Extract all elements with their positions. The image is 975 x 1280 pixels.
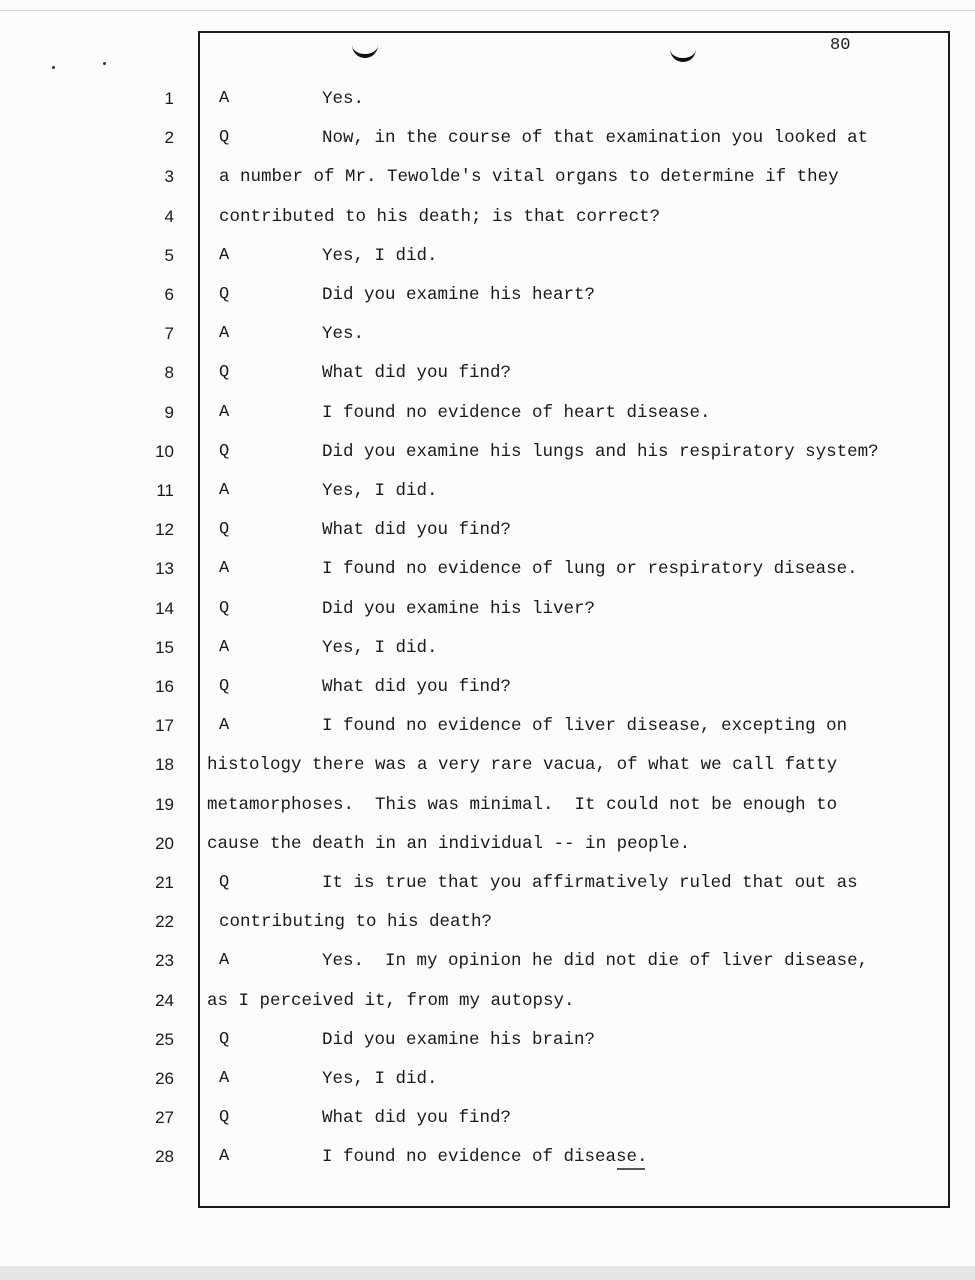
transcript-text: contributing to his death?	[219, 912, 493, 932]
line-number: 3	[164, 167, 174, 186]
transcript-text: What did you find?	[322, 363, 512, 383]
scan-speck	[103, 62, 106, 65]
transcript-text: Yes.	[322, 89, 365, 109]
speaker-label: A	[219, 1069, 230, 1088]
line-number: 21	[155, 873, 174, 892]
speaker-label: Q	[219, 1108, 230, 1127]
transcript-text: Did you examine his liver?	[322, 599, 596, 619]
line-number: 10	[155, 442, 174, 461]
line-number: 22	[155, 912, 174, 931]
line-number: 4	[164, 207, 174, 226]
transcript-text: a number of Mr. Tewolde's vital organs to determine if they	[219, 167, 839, 187]
line-number: 15	[155, 638, 174, 657]
speaker-label: Q	[219, 1030, 230, 1049]
speaker-label: Q	[219, 677, 230, 696]
speaker-label: A	[219, 716, 230, 735]
line-number: 13	[155, 559, 174, 578]
line-number: 11	[156, 481, 174, 500]
line-number: 7	[164, 324, 174, 343]
line-number: 6	[164, 285, 174, 304]
line-number: 16	[155, 677, 174, 696]
line-number: 9	[164, 403, 174, 422]
transcript-text: histology there was a very rare vacua, of what we call fatty	[207, 755, 838, 775]
page-top-edge	[0, 10, 975, 11]
speaker-label: A	[219, 324, 230, 343]
transcript-text: Did you examine his lungs and his respiratory system?	[322, 442, 879, 462]
line-number: 2	[164, 128, 174, 147]
speaker-label: A	[219, 246, 230, 265]
speaker-label: A	[219, 638, 230, 657]
transcript-text: What did you find?	[322, 677, 512, 697]
transcript-text: as I perceived it, from my autopsy.	[207, 991, 575, 1011]
line-number: 20	[155, 834, 174, 853]
line-number: 27	[155, 1108, 174, 1127]
transcript-text: Yes. In my opinion he did not die of liver disease,	[322, 951, 869, 971]
stray-mark	[617, 1168, 645, 1170]
transcript-text: Yes, I did.	[322, 638, 438, 658]
line-number: 8	[164, 363, 174, 382]
transcript-text: Yes.	[322, 324, 365, 344]
line-number: 26	[155, 1069, 174, 1088]
transcript-text: I found no evidence of liver disease, excepting on	[322, 716, 848, 736]
speaker-label: A	[219, 403, 230, 422]
line-number: 28	[155, 1147, 174, 1166]
speaker-label: Q	[219, 873, 230, 892]
transcript-text: Yes, I did.	[322, 1069, 438, 1089]
speaker-label: Q	[219, 442, 230, 461]
transcript-text: I found no evidence of disease.	[322, 1147, 648, 1167]
line-number: 18	[155, 755, 174, 774]
speaker-label: A	[219, 559, 230, 578]
page-bottom-edge	[0, 1266, 975, 1280]
speaker-label: A	[219, 481, 230, 500]
transcript-text: Now, in the course of that examination you looked at	[322, 128, 869, 148]
transcript-text: contributed to his death; is that correct?	[219, 207, 661, 227]
line-number: 19	[155, 795, 174, 814]
line-number: 14	[155, 599, 174, 618]
speaker-label: Q	[219, 128, 230, 147]
line-number: 12	[155, 520, 174, 539]
transcript-text: Did you examine his brain?	[322, 1030, 596, 1050]
line-number: 25	[155, 1030, 174, 1049]
speaker-label: A	[219, 89, 230, 108]
line-number: 17	[155, 716, 174, 735]
speaker-label: Q	[219, 599, 230, 618]
line-number: 23	[155, 951, 174, 970]
transcript-text: Yes, I did.	[322, 246, 438, 266]
speaker-label: A	[219, 1147, 230, 1166]
transcript-text: cause the death in an individual -- in people.	[207, 834, 691, 854]
transcript-text: I found no evidence of lung or respiratory disease.	[322, 559, 858, 579]
transcript-text: I found no evidence of heart disease.	[322, 403, 711, 423]
transcript-text: Yes, I did.	[322, 481, 438, 501]
transcript-text: metamorphoses. This was minimal. It could not be enough to	[207, 795, 838, 815]
speaker-label: Q	[219, 520, 230, 539]
speaker-label: Q	[219, 363, 230, 382]
transcript-text: What did you find?	[322, 1108, 512, 1128]
transcript-text: Did you examine his heart?	[322, 285, 596, 305]
transcript-text: What did you find?	[322, 520, 512, 540]
transcript-text: It is true that you affirmatively ruled that out as	[322, 873, 858, 893]
page-number: 80	[830, 36, 851, 55]
line-number: 5	[164, 246, 174, 265]
speaker-label: A	[219, 951, 230, 970]
scan-speck	[52, 66, 55, 69]
line-number: 24	[155, 991, 174, 1010]
speaker-label: Q	[219, 285, 230, 304]
line-number: 1	[164, 89, 174, 108]
